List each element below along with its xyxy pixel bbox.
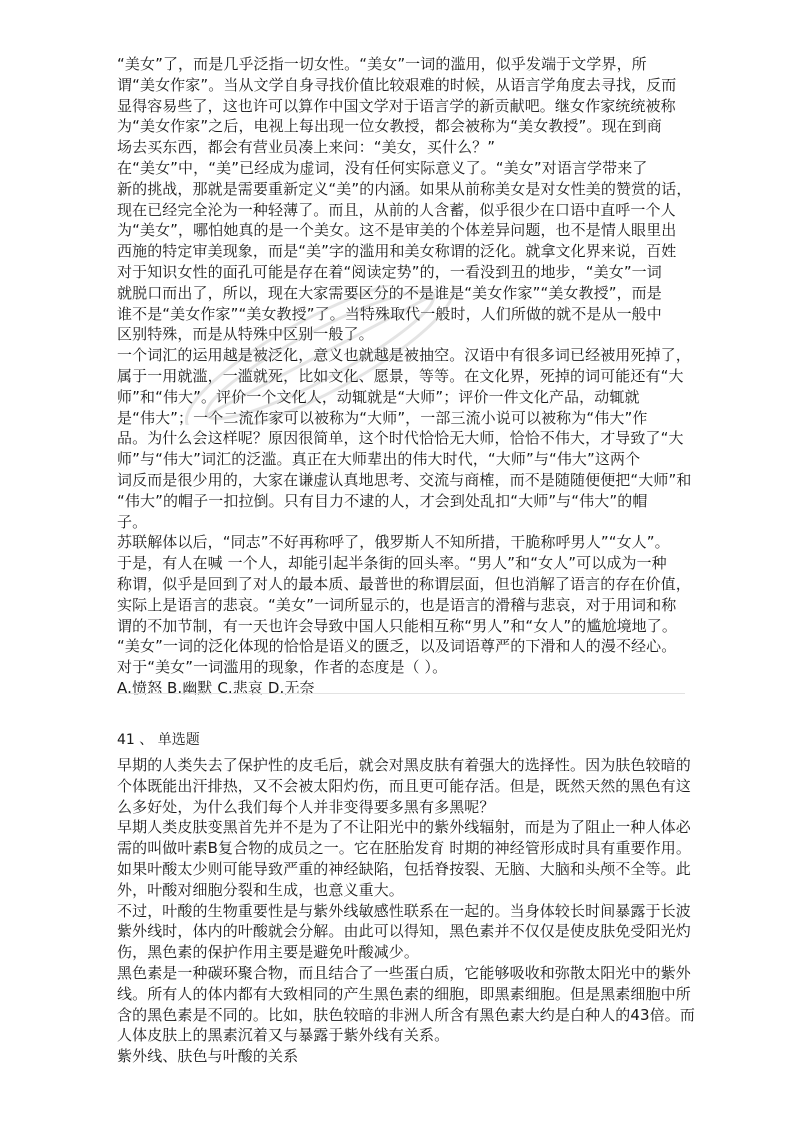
text-line: A.愤怒 B.幽默 C.悲哀 D.无奈 xyxy=(117,678,315,697)
text-line: 子。 xyxy=(117,512,148,531)
text-line: 早期人类皮肤变黑首先并不是为了不让阳光中的紫外线辐射，而是为了阻止一种人体必 xyxy=(117,818,691,837)
text-line: 不过，叶酸的生物重要性是与紫外线敏感性联系在一起的。当身体较长时间暴露于长波 xyxy=(117,901,691,920)
text-line: 含的黑色素是不同的。比如，肤色较暗的非洲人所含有黑色素大约是白种人的43倍。而 xyxy=(117,1005,695,1024)
section-divider xyxy=(117,693,685,694)
text-line: 对于知识女性的面孔可能是存在着“阅读定势”的，一看没到丑的地步，“美女”一词 xyxy=(117,262,662,281)
text-line: 紫外线时，体内的叶酸就会分解。由此可以得知，黑色素并不仅仅是使皮肤免受阳光灼 xyxy=(117,922,691,941)
text-line: 苏联解体以后，“同志”不好再称呼了，俄罗斯人不知所措，干脆称呼男人”“女人”。 xyxy=(117,533,670,552)
text-line: “美女”一词的泛化体现的恰恰是语义的匮乏，以及词语尊严的下滑和人的漫不经心。 xyxy=(117,637,677,656)
text-line: “伟大”的帽子一扣拉倒。只有目力不逮的人，才会到处乱扣“大师”与“伟大”的帽 xyxy=(117,491,648,510)
text-line: “美女”了，而是几乎泛指一切女性。“美女”一词的滥用，似乎发端于文学界，所 xyxy=(117,55,647,73)
text-line: 是“伟大”；一个二流作家可以被称为“大师”，一部三流小说可以被称为“伟大”作 xyxy=(117,408,648,427)
text-line: 早期的人类失去了保护性的皮毛后，就会对黑皮肤有着强大的选择性。因为肤色较暗的 xyxy=(117,756,691,774)
text-line: 西施的特定审美现象，而是“美”字的滥用和美女称谓的泛化。就拿文化界来说，百姓 xyxy=(117,242,677,261)
text-line: 就脱口而出了，所以，现在大家需要区分的不是谁是“美女作家”“美女教授”，而是 xyxy=(117,283,662,302)
text-line: 谓“美女作家”。当从文学自身寻找价值比较艰难的时候，从语言学角度去寻找，反而 xyxy=(117,75,677,94)
text-line: 师”和“伟大”。评价一个文化人，动辄就是“大师”；评价一件文化产品，动辄就 xyxy=(117,387,640,406)
text-line: 实际上是语言的悲哀。“美女”一词所显示的，也是语言的滑稽与悲哀，对于用词和称 xyxy=(117,595,677,614)
text-line: 伤，黑色素的保护作用主要是避免叶酸减少。 xyxy=(117,943,420,962)
text-line: 师”与“伟大”词汇的泛滥。真正在大师辈出的伟大时代，“大师”与“伟大”这两个 xyxy=(117,450,641,469)
text-line: 在“美女”中，“美”已经成为虚词，没有任何实际意义了。“美女”对语言学带来了 xyxy=(117,158,648,177)
text-line: 线。所有人的体内都有大致相同的产生黑色素的细胞，即黑素细胞。但是黑素细胞中所 xyxy=(117,984,691,1003)
text-line: 新的挑战，那就是需要重新定义“美”的内涵。如果从前称美女是对女性美的赞赏的话， xyxy=(117,179,692,198)
text-line: 需的叫做叶素B复合物的成员之一。它在胚胎发育 时期的神经管形成时具有重要作用。 xyxy=(117,839,691,858)
text-line: 为“美女作家”之后，电视上每出现一位女教授，都会被称为“美女教授”。现在到商 xyxy=(117,117,662,136)
passage-text xyxy=(117,54,692,699)
text-line: 区别特殊，而是从特殊中区别一般了。 xyxy=(117,325,374,344)
question-header: 41 、 单选题 xyxy=(117,732,200,748)
text-line: 属于一用就滥，一滥就死，比如文化、愿景，等等。在文化界，死掉的词可能还有“大 xyxy=(117,366,684,385)
text-line: 如果叶酸太少则可能导致严重的神经缺陷，包括脊按裂、无脑、大脑和头颅不全等。此 xyxy=(117,859,691,878)
text-line: 对于“美女”一词滥用的现象，作者的态度是（ ）。 xyxy=(117,658,448,677)
text-line: 外，叶酸对细胞分裂和生成，也意义重大。 xyxy=(117,880,404,899)
text-line: 谁不是“美女作家”“美女教授”了。当特殊取代一般时，人们所做的就不是从一般中 xyxy=(117,304,662,323)
text-line: 称谓，似乎是回到了对人的最本质、最普世的称谓层面，但也消解了语言的存在价值， xyxy=(117,574,691,593)
text-line: 么多好处，为什么我们每个人并非变得要多黑有多黑呢？ xyxy=(117,797,495,816)
text-line: 于是，有人在喊 一个人，却能引起半条街的回头率。“男人”和“女人”可以成为一种 xyxy=(117,554,667,573)
text-line: 紫外线、肤色与叶酸的关系 xyxy=(117,1047,299,1066)
text-line: 一个词汇的运用越是被泛化，意义也就越是被抽空。汉语中有很多词已经被用死掉了， xyxy=(117,346,691,365)
text-line: 品。为什么会这样呢？原因很简单，这个时代恰恰无大师，恰恰不伟大，才导致了“大 xyxy=(117,429,684,448)
text-line: 现在已经完全沦为一种轻薄了。而且，从前的人含蓄，似乎很少在口语中直呼一个人 xyxy=(117,200,676,219)
text-line: 谓的不加节制，有一天也许会导致中国人只能相互称“男人”和“女人”的尴尬境地了。 xyxy=(117,616,677,635)
reading-passage xyxy=(117,54,692,699)
question-passage xyxy=(117,755,695,1067)
text-line: 显得容易些了，这也许可以算作中国文学对于语言学的新贡献吧。继女作家统统被称 xyxy=(117,96,676,115)
text-line: 词反而是很少用的，大家在谦虚认真地思考、交流与商榷，而不是随随便便把“大师”和 xyxy=(117,470,692,489)
text-line: 个体既能出汗排热，又不会被太阳灼伤，而且更可能存活。但是，既然天然的黑色有这 xyxy=(117,776,691,795)
text-line: 为“美女”，哪怕她真的是一个美女。这不是审美的个体差异问题，也不是情人眼里出 xyxy=(117,221,677,240)
text-line: 黑色素是一种碳环聚合物，而且结合了一些蛋白质，它能够吸收和弥散太阳光中的紫外 xyxy=(117,963,691,982)
text-line: 场去买东西，都会有营业员凑上来问：“美女，买什么？” xyxy=(117,138,496,157)
question-text xyxy=(117,755,695,1067)
text-line: 人体皮肤上的黑素沉着又与暴露于紫外线有关系。 xyxy=(117,1026,450,1045)
